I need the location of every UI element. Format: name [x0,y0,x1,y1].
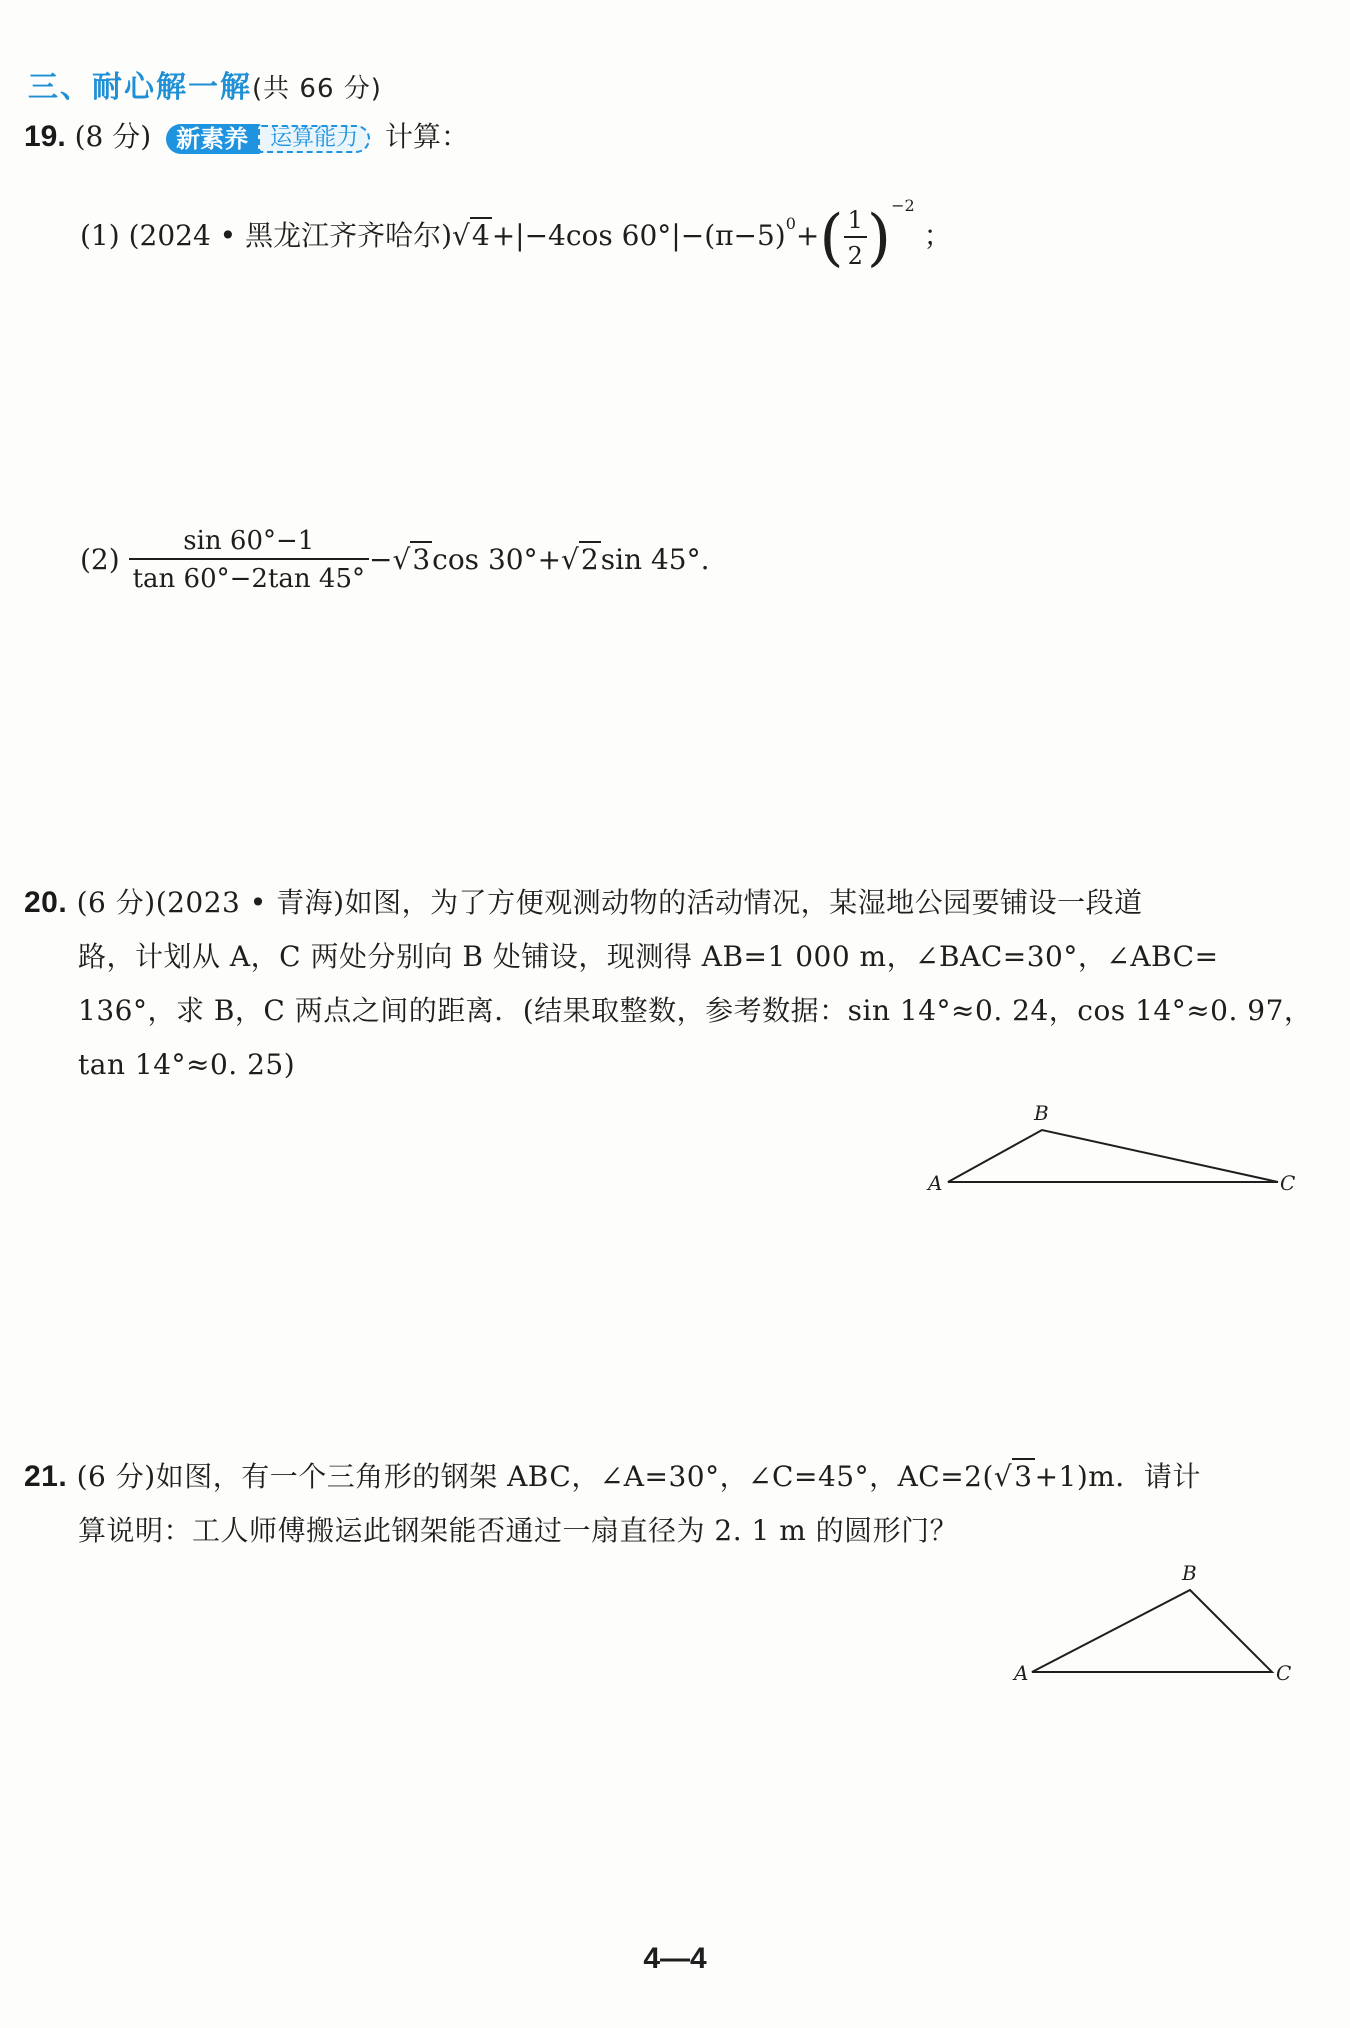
q20-number: 20. [24,886,68,919]
q20-line2: 路，计划从 A，C 两处分别向 B 处铺设，现测得 AB=1 000 m，∠BAC=30°，∠ABC= [78,940,1219,973]
q21-block: 21. (6 分)如图，有一个三角形的钢架 ABC，∠A=30°，∠C=45°，AC=2(√3+1)m．请计 算说明：工人师傅搬运此钢架能否通过一扇直径为 2. 1 m 的圆形门？ [24,1450,1314,1558]
sin-term: sin 45°. [600,543,710,576]
q20-figure [920,1100,1300,1200]
zero-exponent: 0 [785,214,796,233]
q19-part1-end: ； [923,219,952,252]
q19-part2-label: (2) [80,543,120,576]
label-c: C [1280,1171,1296,1195]
q20-line4: tan 14°≈0. 25) [78,1048,296,1081]
label-c-21: C [1276,1661,1292,1685]
page-number: 4—4 [643,1942,707,1975]
q21-number: 21. [24,1460,68,1493]
badge-sub: 运算能力 [258,125,370,153]
q19-part2: (2) $\frac{\sin 60^\circ-1}{\tan 60^\circ-2\tan 45^\circ}$ −√3cos 30°+√2sin 45°. [80,526,710,594]
q20-block [24,876,1314,1092]
sqrt2: 2 [580,543,599,576]
outer-exponent: −2 [891,196,915,215]
sqrt3: 3 [412,543,431,576]
q19-part1-mid: +|−4cos 60°|−(π−5) [491,219,786,252]
q19-part1-source: (2024 • 黑龙江齐齐哈尔) [128,219,453,252]
label-a: A [928,1171,943,1195]
label-a-21: A [1014,1661,1029,1685]
q21-sqrt3: 3 [1014,1460,1033,1493]
q20-line1: (6 分)(2023 • 青海)如图，为了方便观测动物的活动情况，某湿地公园要铺设一段道 [76,886,1143,919]
badge-main: 新素养 [166,124,262,154]
q20-line3: 136°，求 B，C 两点之间的距离．(结果取整数，参考数据：sin 14°≈0. 24，cos 14°≈0. 97， [78,994,1313,1027]
q19-part1-label: (1) [80,219,120,252]
section-points: (共 66 分) [252,74,382,104]
half-fraction: $\frac{1}{2}$ [844,208,867,268]
q19-prompt: 计算： [385,120,470,153]
q19-header [24,122,469,154]
cos-term: cos 30°+ [432,543,562,576]
q19-points: (8 分) [74,120,152,153]
q21-line1-post: +1)m．请计 [1034,1460,1201,1493]
label-b: B [1034,1101,1049,1125]
plus-sign: + [795,219,820,252]
q21-line1-pre: (6 分)如图，有一个三角形的钢架 ABC，∠A=30°，∠C=45°，AC=2( [76,1460,994,1493]
q21-figure [1010,1560,1310,1690]
q19-part1: (1) (2024 • 黑龙江齐齐哈尔)√4+|−4cos $60^\circ|-(\pi-5)^0+$( $\frac{1}{2}$ )$^{-2}$ ； [80,196,952,274]
section-title-text: 三、耐心解一解 [28,70,252,105]
triangle-abc-21 [1032,1590,1272,1672]
sqrt-arg: 4 [471,219,490,252]
triangle-abc [948,1130,1278,1182]
label-b-21: B [1182,1561,1197,1585]
q21-line2: 算说明：工人师傅搬运此钢架能否通过一扇直径为 2. 1 m 的圆形门？ [78,1514,959,1547]
q19-number: 19. [24,120,66,153]
trig-fraction: $\frac{\sin 60^\circ-1}{\tan 60^\circ-2\tan 45^\circ}$ [129,528,369,592]
q19-badge [166,124,370,154]
section-title [28,62,382,106]
minus-sign: − [369,543,393,576]
